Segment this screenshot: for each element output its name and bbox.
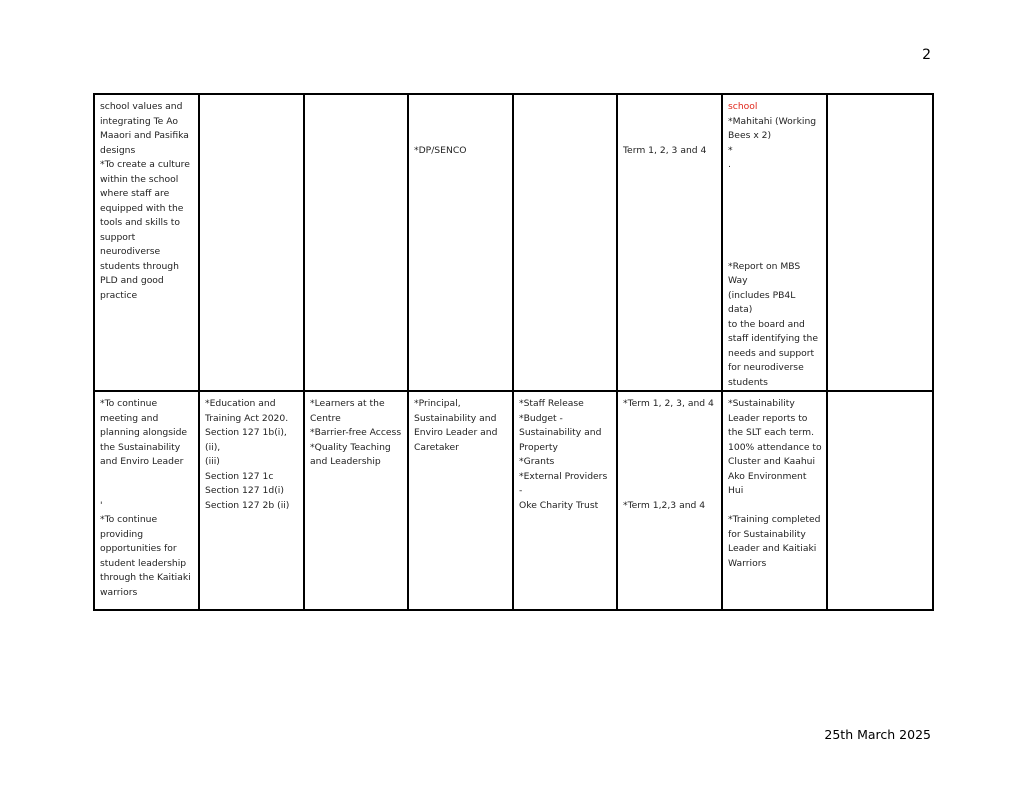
cell-text: *Learners at the Centre *Barrier-free Access *Quality Teaching and Leadership [310,398,402,467]
cell-text: *Term 1, 2, 3, and 4 *Term 1,2,3 and 4 [623,398,714,511]
cell-text: *To continue meeting and planning alongside the Sustainability and Enviro Leader ' *To continue providing opportunities for student leadership through the Kaitiaki warriors [100,398,191,598]
notes-cell [827,94,933,391]
legislation-cell [199,94,304,391]
goal-cell [94,94,199,391]
cell-text: Term 1, 2, 3 and 4 [623,144,707,156]
goal-cell [94,391,199,610]
cell-text: *DP/SENCO [414,144,467,156]
cell-text-highlight: school [728,101,758,112]
page-number: 2 [922,47,931,63]
cell-text: *Mahitahi (Working Bees x 2) * . *Report on MBS Way (includes PB4L data) to the board and staff identifying the needs and support for neurodiverse students [728,115,818,388]
evidence-cell [722,94,827,391]
table-row [94,94,933,391]
cell-text: *Education and Training Act 2020. Section 127 1b(i), (ii), (iii) Section 127 1c Section 127 1d(i) Section 127 2b (ii) [205,398,290,511]
resources-cell [513,391,617,610]
evidence-cell [722,391,827,610]
table-row [94,391,933,610]
legislation-cell [199,391,304,610]
responsibility-cell [408,94,513,391]
cell-text: *Sustainability Leader reports to the SLT each term. 100% attendance to Cluster and Kaahui Ako Environment Hui *Training completed for Sustainability Leader and Kaitiaki Warriors [728,398,822,569]
notes-cell [827,391,933,610]
cell-text: *Staff Release *Budget - Sustainability and Property *Grants *External Providers - Oke Charity Trust [519,398,608,511]
footer-date: 25th March 2025 [824,727,931,742]
priority-cell [304,391,408,610]
priority-cell [304,94,408,391]
cell-text: *Principal, Sustainability and Enviro Leader and Caretaker [414,398,498,453]
timeframe-cell [617,94,722,391]
responsibility-cell [408,391,513,610]
timeframe-cell [617,391,722,610]
resources-cell [513,94,617,391]
cell-text: school values and integrating Te Ao Maaori and Pasifika designs *To create a culture within the school where staff are equipped with the tools and skills to support neurodiverse students through PLD and good practice [100,101,190,301]
action-plan-table [93,93,934,611]
